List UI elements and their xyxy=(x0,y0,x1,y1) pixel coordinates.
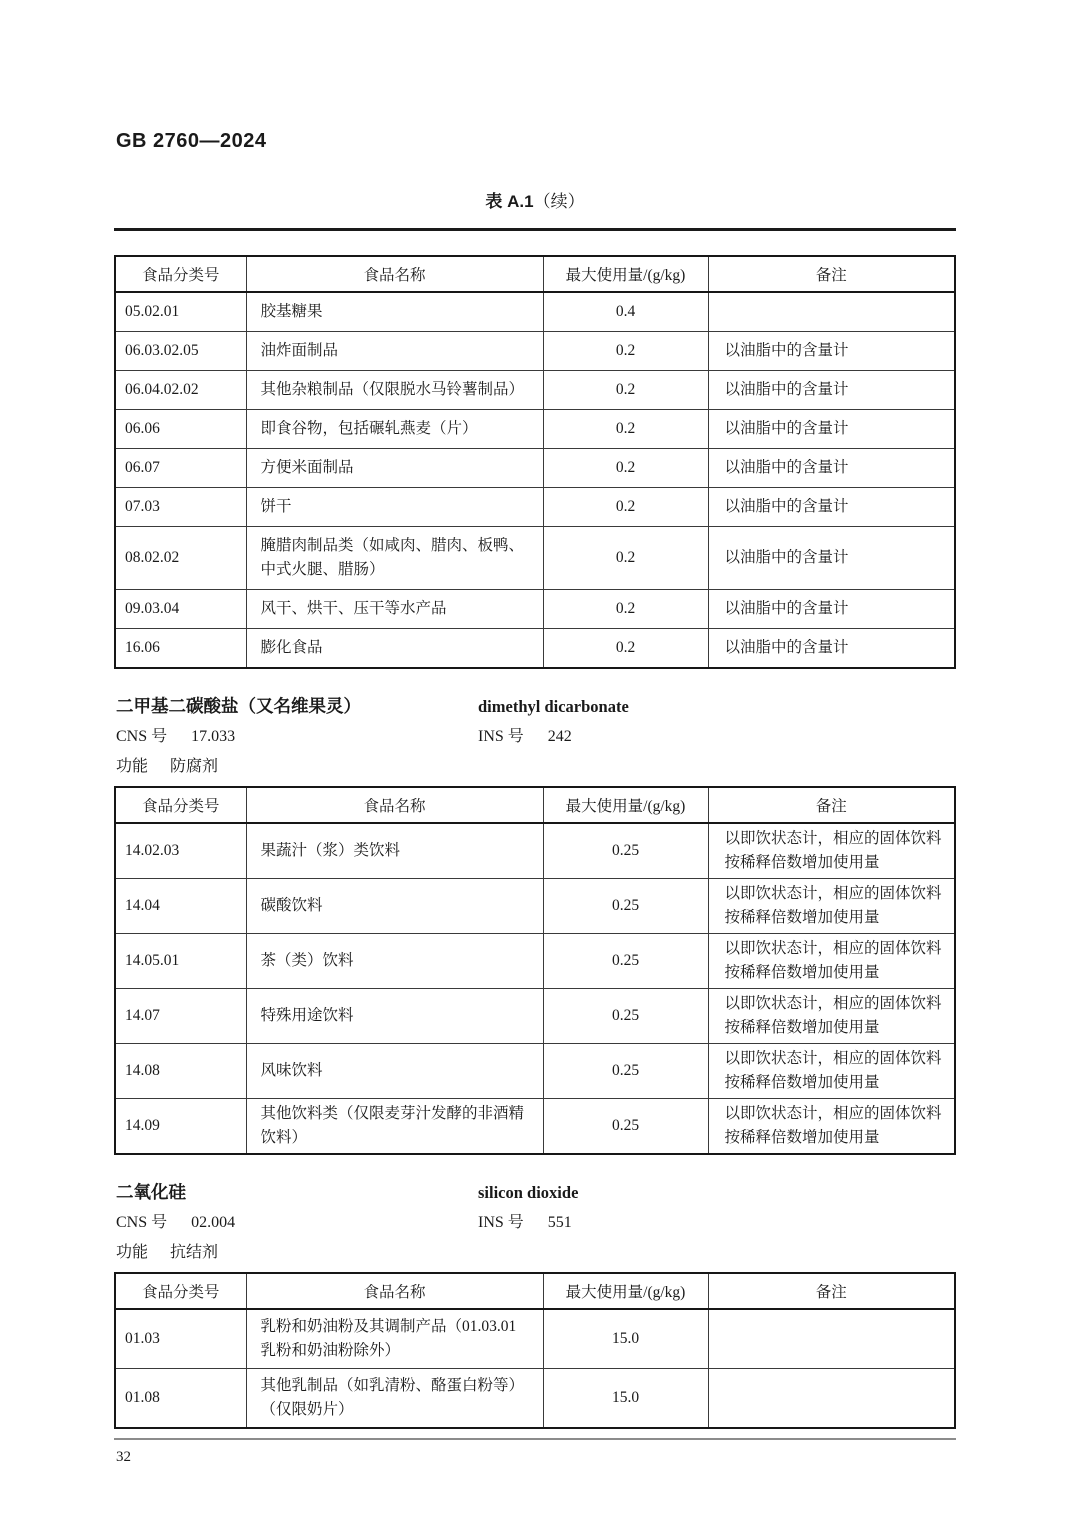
table-row xyxy=(115,332,955,371)
note: 以即饮状态计，相应的固体饮料按稀释倍数增加使用量 xyxy=(708,989,955,1044)
note: 以油脂中的含量计 xyxy=(708,488,955,527)
column-header: 备注 xyxy=(708,256,955,292)
ins-value: 242 xyxy=(547,728,572,745)
function-value: 抗结剂 xyxy=(170,1244,219,1261)
doc-code: GB 2760—2024 xyxy=(116,130,267,152)
table-row xyxy=(115,292,955,332)
food-name: 腌腊肉制品类（如咸肉、腊肉、板鸭、中式火腿、腊肠） xyxy=(246,527,543,590)
table-row xyxy=(115,989,955,1044)
cns-label: CNS 号 xyxy=(116,1214,168,1231)
note: 以即饮状态计，相应的固体饮料按稀释倍数增加使用量 xyxy=(708,879,955,934)
header-row xyxy=(115,787,955,823)
max-usage-value: 0.2 xyxy=(543,527,708,590)
table-row xyxy=(115,629,955,669)
max-usage-value: 0.4 xyxy=(543,292,708,332)
table-row xyxy=(115,1044,955,1099)
max-usage-value: 0.2 xyxy=(543,449,708,488)
page-number: 32 xyxy=(116,1449,131,1465)
ins-label: INS 号 xyxy=(478,728,524,745)
column-header: 备注 xyxy=(708,1273,955,1309)
table-row xyxy=(115,934,955,989)
table-row xyxy=(115,879,955,934)
cns-value: 17.033 xyxy=(191,728,236,745)
max-usage-value: 15.0 xyxy=(543,1309,708,1369)
note xyxy=(708,1369,955,1429)
additive-name-row xyxy=(116,696,956,717)
max-usage-value: 15.0 xyxy=(543,1369,708,1429)
column-header: 食品分类号 xyxy=(115,787,246,823)
max-usage-value: 0.2 xyxy=(543,371,708,410)
note: 以即饮状态计，相应的固体饮料按稀释倍数增加使用量 xyxy=(708,1044,955,1099)
note: 以油脂中的含量计 xyxy=(708,449,955,488)
max-usage-value: 0.2 xyxy=(543,332,708,371)
food-name: 方便米面制品 xyxy=(246,449,543,488)
table-row xyxy=(115,449,955,488)
food-name: 风味饮料 xyxy=(246,1044,543,1099)
column-header: 食品分类号 xyxy=(115,1273,246,1309)
ins-value: 551 xyxy=(547,1214,572,1231)
max-usage-value: 0.25 xyxy=(543,823,708,879)
food-category-code: 06.07 xyxy=(115,449,246,488)
footer-rule xyxy=(114,1438,956,1440)
food-name: 其他杂粮制品（仅限脱水马铃薯制品） xyxy=(246,371,543,410)
food-name: 特殊用途饮料 xyxy=(246,989,543,1044)
food-name: 油炸面制品 xyxy=(246,332,543,371)
additive-name-zh: 二氧化硅 xyxy=(116,1182,186,1202)
note: 以即饮状态计，相应的固体饮料按稀释倍数增加使用量 xyxy=(708,823,955,879)
function-value: 防腐剂 xyxy=(170,758,219,775)
max-usage-value: 0.2 xyxy=(543,410,708,449)
food-category-code: 01.08 xyxy=(115,1369,246,1429)
additive-code-row xyxy=(116,1212,956,1233)
food-category-code: 06.04.02.02 xyxy=(115,371,246,410)
food-category-code: 14.05.01 xyxy=(115,934,246,989)
table-title-continued: （续） xyxy=(533,192,585,211)
column-header: 食品分类号 xyxy=(115,256,246,292)
table-row xyxy=(115,488,955,527)
additive-section-dimethyl-dicarbonate xyxy=(116,696,956,777)
header-row xyxy=(115,256,955,292)
note xyxy=(708,1309,955,1369)
function-label: 功能 xyxy=(116,758,149,775)
food-name: 果蔬汁（浆）类饮料 xyxy=(246,823,543,879)
note: 以油脂中的含量计 xyxy=(708,629,955,669)
column-header: 最大使用量/(g/kg) xyxy=(543,256,708,292)
ins-label: INS 号 xyxy=(478,1214,524,1231)
table-row xyxy=(115,410,955,449)
food-category-code: 05.02.01 xyxy=(115,292,246,332)
additive-name-en: dimethyl dicarbonate xyxy=(478,697,629,716)
cns-value: 02.004 xyxy=(191,1214,236,1231)
table-row xyxy=(115,590,955,629)
table-row xyxy=(115,1099,955,1155)
table-title xyxy=(114,187,956,212)
additive-name-row xyxy=(116,1182,956,1203)
max-usage-value: 0.25 xyxy=(543,989,708,1044)
food-name: 碳酸饮料 xyxy=(246,879,543,934)
column-header: 最大使用量/(g/kg) xyxy=(543,787,708,823)
note: 以油脂中的含量计 xyxy=(708,527,955,590)
food-category-code: 14.08 xyxy=(115,1044,246,1099)
max-usage-value: 0.2 xyxy=(543,488,708,527)
additive-function-row xyxy=(116,1242,956,1263)
max-usage-value: 0.25 xyxy=(543,879,708,934)
food-name: 茶（类）饮料 xyxy=(246,934,543,989)
food-name: 膨化食品 xyxy=(246,629,543,669)
food-name: 乳粉和奶油粉及其调制产品（01.03.01 乳粉和奶油粉除外） xyxy=(246,1309,543,1369)
food-category-code: 08.02.02 xyxy=(115,527,246,590)
food-category-code: 06.03.02.05 xyxy=(115,332,246,371)
additive-section-silicon-dioxide xyxy=(116,1182,956,1263)
note xyxy=(708,292,955,332)
food-category-code: 01.03 xyxy=(115,1309,246,1369)
food-name: 即食谷物，包括碾轧燕麦（片） xyxy=(246,410,543,449)
max-usage-value: 0.2 xyxy=(543,629,708,669)
additive-function-row xyxy=(116,756,956,777)
header-row xyxy=(115,1273,955,1309)
additive-name-en: silicon dioxide xyxy=(478,1183,579,1202)
usage-table-dimethyl-dicarbonate xyxy=(114,786,956,1155)
food-category-code: 16.06 xyxy=(115,629,246,669)
food-category-code: 14.07 xyxy=(115,989,246,1044)
title-rule xyxy=(114,228,956,231)
food-name: 其他饮料类（仅限麦芽汁发酵的非酒精饮料） xyxy=(246,1099,543,1155)
max-usage-value: 0.25 xyxy=(543,934,708,989)
table-row xyxy=(115,823,955,879)
table-title-number: 表 A.1 xyxy=(485,192,534,211)
max-usage-value: 0.25 xyxy=(543,1044,708,1099)
additive-name-zh: 二甲基二碳酸盐（又名维果灵） xyxy=(116,696,361,716)
food-category-code: 14.09 xyxy=(115,1099,246,1155)
function-label: 功能 xyxy=(116,1244,149,1261)
food-category-code: 09.03.04 xyxy=(115,590,246,629)
max-usage-value: 0.25 xyxy=(543,1099,708,1155)
food-category-code: 14.02.03 xyxy=(115,823,246,879)
document-page xyxy=(114,0,956,1466)
cns-label: CNS 号 xyxy=(116,728,168,745)
food-category-code: 06.06 xyxy=(115,410,246,449)
food-category-code: 07.03 xyxy=(115,488,246,527)
food-category-code: 14.04 xyxy=(115,879,246,934)
note: 以即饮状态计，相应的固体饮料按稀释倍数增加使用量 xyxy=(708,934,955,989)
column-header: 最大使用量/(g/kg) xyxy=(543,1273,708,1309)
table-row xyxy=(115,527,955,590)
note: 以即饮状态计，相应的固体饮料按稀释倍数增加使用量 xyxy=(708,1099,955,1155)
usage-table-silicon-dioxide xyxy=(114,1272,956,1429)
column-header: 食品名称 xyxy=(246,787,543,823)
food-name: 饼干 xyxy=(246,488,543,527)
food-name: 其他乳制品（如乳清粉、酪蛋白粉等）（仅限奶片） xyxy=(246,1369,543,1429)
table-row xyxy=(115,371,955,410)
note: 以油脂中的含量计 xyxy=(708,410,955,449)
max-usage-value: 0.2 xyxy=(543,590,708,629)
note: 以油脂中的含量计 xyxy=(708,371,955,410)
food-name: 胶基糖果 xyxy=(246,292,543,332)
note: 以油脂中的含量计 xyxy=(708,590,955,629)
table-row xyxy=(115,1369,955,1429)
column-header: 备注 xyxy=(708,787,955,823)
note: 以油脂中的含量计 xyxy=(708,332,955,371)
usage-table-continued xyxy=(114,255,956,669)
additive-code-row xyxy=(116,726,956,747)
column-header: 食品名称 xyxy=(246,256,543,292)
food-name: 风干、烘干、压干等水产品 xyxy=(246,590,543,629)
column-header: 食品名称 xyxy=(246,1273,543,1309)
table-row xyxy=(115,1309,955,1369)
